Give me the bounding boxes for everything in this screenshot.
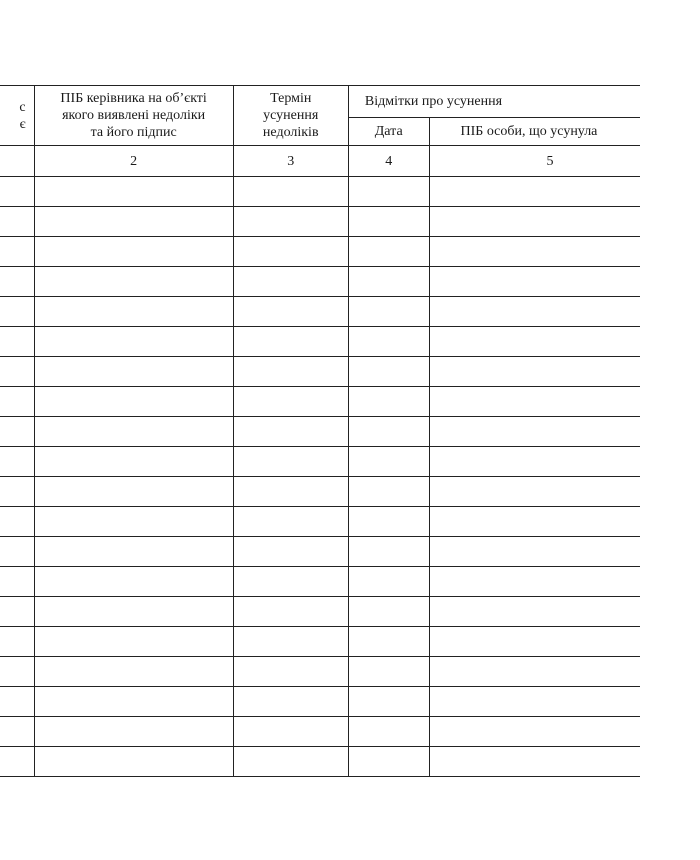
table-cell[interactable] [34,717,233,747]
header-col-2 [34,86,233,146]
defects-log-table [0,85,640,777]
table-cell[interactable] [0,657,34,687]
table-cell[interactable] [233,477,348,507]
table-cell[interactable] [34,177,233,207]
table-cell[interactable] [348,327,429,357]
table-cell[interactable] [348,207,429,237]
table-cell[interactable] [34,747,233,777]
table-cell[interactable] [348,177,429,207]
table-cell[interactable] [429,687,640,717]
header-col-1-line1: с [19,99,26,115]
table-cell[interactable] [429,597,640,627]
table-row [0,657,640,687]
table-cell[interactable] [34,687,233,717]
header-col-3-line3: недоліків [262,125,319,140]
table-cell[interactable] [233,447,348,477]
table-cell[interactable] [233,537,348,567]
table-cell[interactable] [429,507,640,537]
table-cell[interactable] [429,627,640,657]
header-col-2-line1: ПІБ керівника на об’єкті [60,91,207,106]
table-row [0,507,640,537]
table-cell[interactable] [348,417,429,447]
table-cell[interactable] [233,327,348,357]
header-col-1-line2: є [19,116,26,132]
table-cell[interactable] [429,447,640,477]
table-row [0,447,640,477]
table-cell[interactable] [233,297,348,327]
table-cell[interactable] [0,507,34,537]
table-cell[interactable] [34,477,233,507]
table-cell[interactable] [34,417,233,447]
header-col-3-line1: Термін [270,91,312,106]
table-cell[interactable] [0,537,34,567]
table-cell[interactable] [34,597,233,627]
table-cell[interactable] [233,567,348,597]
table-cell[interactable] [348,297,429,327]
column-number-5: 5 [429,146,640,177]
table-cell[interactable] [34,387,233,417]
table-cell[interactable] [429,357,640,387]
table-cell[interactable] [0,597,34,627]
table-cell[interactable] [34,447,233,477]
table-row [0,717,640,747]
table-cell[interactable] [348,267,429,297]
table-cell[interactable] [429,567,640,597]
table-cell[interactable] [429,297,640,327]
table-cell[interactable] [0,297,34,327]
column-number-row [0,146,640,177]
table-row [0,267,640,297]
table-cell[interactable] [348,657,429,687]
table-cell[interactable] [0,327,34,357]
table-cell[interactable] [0,237,34,267]
column-number-3: 3 [233,146,348,177]
header-group-remediation-label: Відмітки про усунення [364,94,503,109]
table-cell[interactable] [34,507,233,537]
table-cell[interactable] [429,477,640,507]
table-cell[interactable] [0,747,34,777]
table-cell[interactable] [233,237,348,267]
table-cell[interactable] [34,567,233,597]
header-group-remediation [348,86,640,118]
table-cell[interactable] [429,717,640,747]
table-cell[interactable] [34,627,233,657]
table-row [0,357,640,387]
column-number-1 [0,146,34,177]
table-cell[interactable] [348,507,429,537]
table-cell[interactable] [0,417,34,447]
table-cell[interactable] [0,687,34,717]
table-cell[interactable] [0,357,34,387]
header-row-1 [0,86,640,118]
table-cell[interactable] [233,177,348,207]
table-cell[interactable] [429,417,640,447]
header-col-2-line3: та його підпис [90,125,177,140]
table-row [0,387,640,417]
table-cell[interactable] [348,477,429,507]
table-cell[interactable] [233,267,348,297]
table-cell[interactable] [348,537,429,567]
table-cell[interactable] [429,177,640,207]
table-cell[interactable] [348,687,429,717]
table-row [0,177,640,207]
table-cell[interactable] [0,717,34,747]
table-cell[interactable] [0,627,34,657]
table-cell[interactable] [34,207,233,237]
table-cell[interactable] [348,627,429,657]
table-cell[interactable] [233,687,348,717]
header-col-3-line2: усунення [263,108,319,123]
table-cell[interactable] [429,657,640,687]
table-cell[interactable] [233,507,348,537]
table-cell[interactable] [429,327,640,357]
table-cell[interactable] [34,237,233,267]
table-row [0,327,640,357]
table-cell[interactable] [348,357,429,387]
table-cell[interactable] [233,207,348,237]
table-cell[interactable] [348,717,429,747]
table-cell[interactable] [0,387,34,417]
header-col-4-label: Дата [374,124,403,139]
table-row [0,237,640,267]
table-cell[interactable] [348,447,429,477]
table-cell[interactable] [34,297,233,327]
column-number-4: 4 [348,146,429,177]
table-cell[interactable] [429,537,640,567]
table-cell[interactable] [34,357,233,387]
header-col-5 [429,118,640,146]
table-row [0,297,640,327]
table-cell[interactable] [348,747,429,777]
table-row [0,537,640,567]
table-cell[interactable] [429,747,640,777]
table-row [0,477,640,507]
table-cell[interactable] [429,207,640,237]
table-cell[interactable] [233,597,348,627]
table-row [0,687,640,717]
table-cell[interactable] [429,267,640,297]
table-cell[interactable] [348,567,429,597]
table-cell[interactable] [34,327,233,357]
table-cell[interactable] [233,657,348,687]
table-cell[interactable] [233,747,348,777]
table-cell[interactable] [429,387,640,417]
table-cell[interactable] [348,597,429,627]
table-cell[interactable] [429,237,640,267]
table-row [0,417,640,447]
header-col-2-line2: якого виявлені недоліки [62,108,206,123]
table-cell[interactable] [348,237,429,267]
table-cell[interactable] [348,387,429,417]
table-cell[interactable] [233,417,348,447]
table-row [0,567,640,597]
table-cell[interactable] [0,477,34,507]
column-number-2: 2 [34,146,233,177]
table-cell[interactable] [233,357,348,387]
table-cell[interactable] [0,447,34,477]
header-col-1 [0,86,34,146]
header-col-5-label: ПІБ особи, що усунула [460,124,598,139]
header-col-3 [233,86,348,146]
table-cell[interactable] [34,537,233,567]
table-cell[interactable] [0,567,34,597]
table-cell[interactable] [233,717,348,747]
header-col-4 [348,118,429,146]
table-row [0,597,640,627]
table-cell[interactable] [0,177,34,207]
table-cell[interactable] [0,267,34,297]
table-cell[interactable] [34,267,233,297]
table-cell[interactable] [34,657,233,687]
table-row [0,747,640,777]
table-cell[interactable] [0,207,34,237]
table-cell[interactable] [233,627,348,657]
table-row [0,207,640,237]
table-row [0,627,640,657]
table-cell[interactable] [233,387,348,417]
